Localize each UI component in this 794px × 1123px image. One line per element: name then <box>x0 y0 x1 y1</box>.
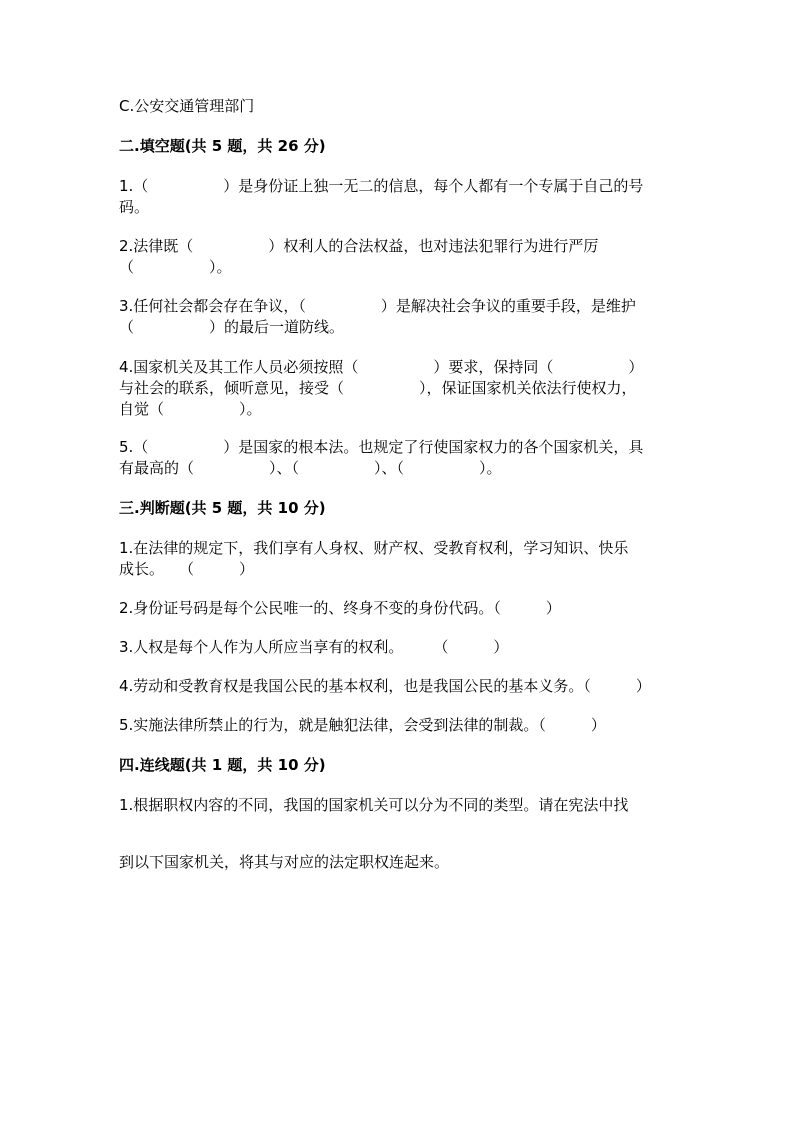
fill-q4-line1: 4.国家机关及其工作人员必须按照（ ）要求，保持同（ ） <box>119 358 644 376</box>
fill-q1-line2: 码。 <box>119 198 150 216</box>
judge-q4: 4.劳动和受教育权是我国公民的基本权利，也是我国公民的基本义务。（ ） <box>119 677 651 695</box>
fill-q2-line2: （ ）。 <box>119 258 232 276</box>
fill-q4-line3: 自觉（ ）。 <box>119 400 262 418</box>
fill-q3-line2: （ ）的最后一道防线。 <box>119 318 345 336</box>
fill-q3-line1: 3.任何社会都会存在争议，（ ）是解决社会争议的重要手段，是维护 <box>119 297 636 315</box>
judge-q1-line1: 1.在法律的规定下，我们享有人身权、财产权、受教育权利，学习知识、快乐 <box>119 539 629 557</box>
judge-q3: 3.人权是每个人作为人所应当享有的权利。 （ ） <box>119 638 509 656</box>
judge-q5: 5.实施法律所禁止的行为，就是触犯法律，会受到法律的制裁。（ ） <box>119 716 606 734</box>
fill-q5-line1: 5.（ ）是国家的根本法。也规定了行使国家权力的各个国家机关，具 <box>119 438 644 456</box>
section-3-heading: 三.判断题(共 5 题，共 10 分) <box>119 499 326 517</box>
match-q1-line1: 1.根据职权内容的不同，我国的国家机关可以分为不同的类型。请在宪法中找 <box>119 796 629 814</box>
section-2-heading: 二.填空题(共 5 题，共 26 分) <box>119 137 326 155</box>
fill-q5-line2: 有最高的（ ）、（ ）、（ ）。 <box>119 459 502 477</box>
section-4-heading: 四.连线题(共 1 题，共 10 分) <box>119 756 326 774</box>
judge-q2: 2.身份证号码是每个公民唯一的、终身不变的身份代码。（ ） <box>119 599 561 617</box>
option-c: C.公安交通管理部门 <box>119 97 255 115</box>
judge-q1-line2: 成长。 （ ） <box>119 560 255 578</box>
fill-q2-line1: 2.法律既（ ）权利人的合法权益，也对违法犯罪行为进行严厉 <box>119 237 599 255</box>
match-q1-line2: 到以下国家机关，将其与对应的法定职权连起来。 <box>119 853 450 871</box>
fill-q1-line1: 1.（ ）是身份证上独一无二的信息，每个人都有一个专属于自己的号 <box>119 177 644 195</box>
fill-q4-line2: 与社会的联系，倾听意见，接受（ ），保证国家机关依法行使权力， <box>119 379 637 397</box>
